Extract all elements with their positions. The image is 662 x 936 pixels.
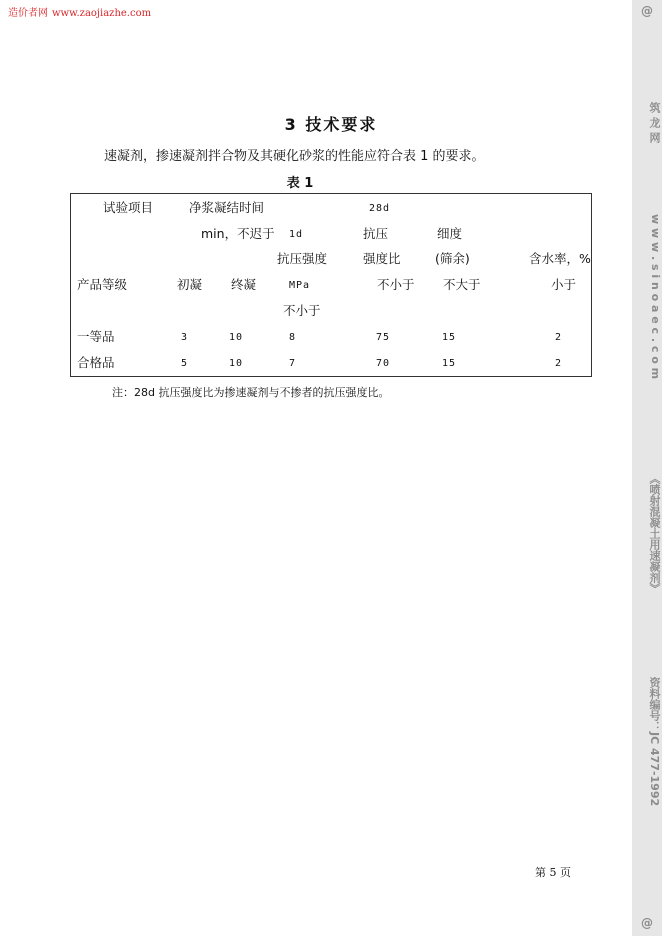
header-setting-time: 净浆凝结时间 xyxy=(189,200,265,215)
header-1d: 1d xyxy=(289,229,304,240)
at-icon: @ xyxy=(641,916,653,930)
intro-paragraph: 速凝剂，掺速凝剂拌合物及其硬化砂浆的性能应符合表 1 的要求。 xyxy=(104,149,485,164)
header-not-greater: 不大于 xyxy=(443,277,481,292)
sidebar-brand: 筑 龙 网 xyxy=(648,101,661,143)
header-not-less: 不小于 xyxy=(377,277,415,292)
header-not-less-mpa: 不小于 xyxy=(283,303,321,318)
row-moisture: 2 xyxy=(555,332,563,343)
header-less-than: 小于 xyxy=(551,277,577,292)
row-grade: 合格品 xyxy=(77,355,115,370)
sidebar-site-url: w w w . s i n o a e c . c o m xyxy=(649,214,662,380)
table-note: 注：28d 抗压强度比为掺速凝剂与不掺者的抗压强度比。 xyxy=(112,386,390,399)
row-final: 10 xyxy=(229,358,244,369)
row-fineness: 15 xyxy=(442,332,457,343)
header-compress: 抗压 xyxy=(363,226,389,241)
row-d1: 7 xyxy=(289,358,297,369)
at-icon: @ xyxy=(641,4,653,18)
sidebar-doc-code: 资料编号：JC 477-1992 xyxy=(648,677,661,807)
header-28d: 28d xyxy=(369,203,391,214)
row-fineness: 15 xyxy=(442,358,457,369)
row-ratio: 70 xyxy=(376,358,391,369)
table-caption: 表 1 xyxy=(286,176,314,191)
header-fineness: 细度 xyxy=(437,226,463,241)
header-final: 终凝 xyxy=(231,277,257,292)
watermark-site-name: 造价者网 xyxy=(8,8,48,19)
sidebar-strip xyxy=(632,0,662,936)
header-sieve: (筛余) xyxy=(435,251,470,266)
sidebar-doc-title: 《喷射混凝土用速凝剂》 xyxy=(648,472,661,594)
section-heading: 3 技术要求 xyxy=(284,115,378,134)
page-number: 第 5 页 xyxy=(535,866,571,879)
row-final: 10 xyxy=(229,332,244,343)
watermark-url[interactable]: www.zaojiazhe.com xyxy=(52,8,152,19)
row-ratio: 75 xyxy=(376,332,391,343)
row-initial: 3 xyxy=(181,332,189,343)
header-item: 试验项目 xyxy=(103,200,154,215)
header-mpa: MPa xyxy=(289,280,311,291)
header-grade: 产品等级 xyxy=(77,277,128,292)
site-watermark xyxy=(8,4,151,19)
row-grade: 一等品 xyxy=(77,329,115,344)
requirements-table xyxy=(70,193,592,377)
row-moisture: 2 xyxy=(555,358,563,369)
row-d1: 8 xyxy=(289,332,297,343)
header-initial: 初凝 xyxy=(177,277,203,292)
header-minutes: min，不迟于 xyxy=(201,226,275,241)
header-strength-ratio: 强度比 xyxy=(363,251,401,266)
header-moisture: 含水率，% xyxy=(529,251,591,266)
row-initial: 5 xyxy=(181,358,189,369)
header-comp-strength: 抗压强度 xyxy=(277,251,328,266)
